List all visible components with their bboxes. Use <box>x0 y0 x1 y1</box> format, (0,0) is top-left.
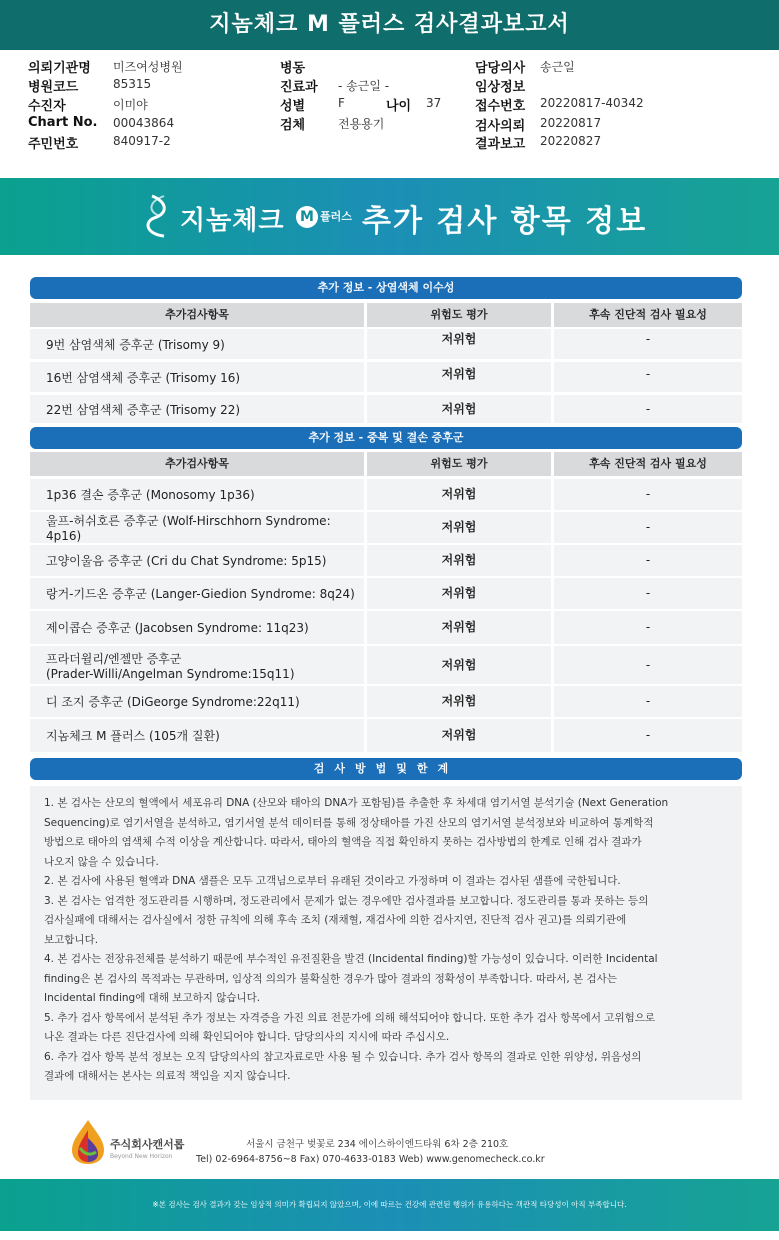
col-risk-header: 위험도 평가 <box>367 452 551 476</box>
company-logo-icon <box>70 1118 106 1166</box>
hospital-value: 미즈여성병원 <box>113 60 183 74</box>
need-cell: - <box>554 578 742 609</box>
risk-cell: 저위험 <box>367 395 551 423</box>
section2-header: 추가 정보 - 중복 및 결손 증후군 <box>30 427 742 449</box>
method-line: 나온 결과는 다른 진단검사에 의해 확인되어야 합니다. 담당의사의 지시에 따라 주십시오. <box>44 1031 450 1043</box>
risk-cell: 저위험 <box>367 512 551 543</box>
code-value: 85315 <box>113 77 152 91</box>
request-label: 검사의뢰 <box>475 119 526 134</box>
item-cell: 울프-허쉬호른 증후군 (Wolf-Hirschhorn Syndrome: 4p16) <box>30 512 364 543</box>
result-value: 20220827 <box>540 134 602 148</box>
method-line: 1. 본 검사는 산모의 혈액에서 세포유리 DNA (산모와 태아의 DNA가 포함됨)를 추출한 후 차세대 염기서열 분석기술 (Next Generation <box>44 797 669 809</box>
risk-cell: 저위험 <box>367 479 551 510</box>
banner-brand: 지놈체크 <box>180 206 285 236</box>
col-item-header: 추가검사항목 <box>30 452 364 476</box>
item-cell: 22번 삼염색체 증후군 (Trisomy 22) <box>30 395 364 423</box>
doctor-value: 송근일 <box>540 60 575 74</box>
method-line: 결과에 대해서는 본사는 의료적 책임을 지지 않습니다. <box>44 1070 291 1082</box>
item-cell: 제이콥슨 증후군 (Jacobsen Syndrome: 11q23) <box>30 611 364 644</box>
risk-cell: 저위험 <box>367 329 551 359</box>
method-line: 6. 추가 검사 항목 분석 정보는 오직 담당의사의 참고자료로만 사용 될 수 있습니다. 추가 검사 항목의 결과로 인한 위양성, 위음성의 <box>44 1050 642 1063</box>
recipient-label: 수진자 <box>28 99 66 114</box>
section1-column-headers <box>30 303 742 327</box>
item-line-1: 프라더윌리/엔젤만 증후군 <box>46 651 182 666</box>
item-cell: 디 조지 증후군 (DiGeorge Syndrome:22q11) <box>30 686 364 717</box>
banner-plus: 플러스 <box>320 210 352 223</box>
need-cell: - <box>554 395 742 423</box>
risk-cell: 저위험 <box>367 719 551 752</box>
method-line: 방법으로 태아의 염색체 수적 이상을 계산합니다. 따라서, 태아의 혈액을 직접 확인하지 못하는 검사방법의 한계로 인해 검사 결과가 <box>44 836 642 848</box>
hospital-label: 의뢰기관명 <box>28 61 91 76</box>
item-cell: 9번 삼염색체 증후군 (Trisomy 9) <box>30 329 364 359</box>
specimen-value: 전용용기 <box>338 117 385 131</box>
doctor-label: 담당의사 <box>475 61 526 76</box>
item-cell: 지놈체크 M 플러스 (105개 질환) <box>30 719 364 752</box>
sex-label: 성별 <box>280 99 306 114</box>
risk-cell: 저위험 <box>367 362 551 392</box>
request-value: 20220817 <box>540 116 602 130</box>
risk-cell: 저위험 <box>367 646 551 684</box>
receipt-label: 접수번호 <box>475 99 526 114</box>
report-title: 지놈체크 M 플러스 검사결과보고서 <box>0 0 779 50</box>
method-line: Incidental finding에 대해 보고하지 않습니다. <box>44 992 261 1004</box>
dept-label: 진료과 <box>280 80 318 95</box>
chart-label: Chart No. <box>28 115 98 130</box>
patient-info <box>0 52 779 170</box>
col-item-header: 추가검사항목 <box>30 303 364 327</box>
disclaimer-bar: ※본 검사는 검사 결과가 갖는 임상적 의미가 확립되지 않았으며, 이에 따르는 건강에 관련된 행위가 유용하다는 객관적 타당성이 아직 부족합니다. <box>0 1179 779 1231</box>
col-need-header: 후속 진단적 검사 필요성 <box>554 303 742 327</box>
section2-column-headers <box>30 452 742 476</box>
recipient-value: 이미야 <box>113 98 148 112</box>
company-contact: Tel) 02-6964-8756~8 Fax) 070-4633-0183 Web) www.genomecheck.co.kr <box>196 1154 545 1165</box>
item-line-2: (Prader-Willi/Angelman Syndrome:15q11) <box>46 666 295 681</box>
title-banner <box>0 178 779 255</box>
item-cell: 랑거-기드온 증후군 (Langer-Giedion Syndrome: 8q24) <box>30 578 364 609</box>
sex-value: F <box>338 96 345 110</box>
col-need-header: 후속 진단적 검사 필요성 <box>554 452 742 476</box>
need-cell: - <box>554 479 742 510</box>
company-address: 서울시 금천구 벚꽃로 234 에이스하이엔드타워 6차 2층 210호 <box>246 1139 509 1150</box>
id-value: 840917-2 <box>113 134 171 148</box>
ward-label: 병동 <box>280 61 306 76</box>
need-cell: - <box>554 686 742 717</box>
item-cell: 고양이울음 증후군 (Cri du Chat Syndrome: 5p15) <box>30 545 364 576</box>
company-slogan: Beyond New Horizon <box>110 1153 173 1160</box>
item-cell: 1p36 결손 증후군 (Monosomy 1p36) <box>30 479 364 510</box>
method-line: 2. 본 검사에 사용된 혈액과 DNA 샘플은 모두 고객님으로부터 유래된 것이라고 가정하며 이 결과는 검사된 샘플에 국한됩니다. <box>44 875 621 887</box>
need-cell: - <box>554 545 742 576</box>
item-cell: 16번 삼염색체 증후군 (Trisomy 16) <box>30 362 364 392</box>
receipt-value: 20220817-40342 <box>540 96 644 110</box>
chart-value: 00043864 <box>113 116 175 130</box>
dept-value: - 송근일 - <box>338 79 390 93</box>
method-line: 3. 본 검사는 엄격한 정도관리를 시행하며, 정도관리에서 문제가 없는 경우에만 검사결과를 보고합니다. 정도관리를 통과 못하는 등의 <box>44 894 649 907</box>
need-cell: - <box>554 512 742 543</box>
method-line: finding은 본 검사의 목적과는 무관하며, 임상적 의의가 불확실한 경우가 많아 결과의 정확성이 부족합니다. 따라서, 본 검사는 <box>44 972 617 985</box>
need-cell: - <box>554 719 742 752</box>
col-risk-header: 위험도 평가 <box>367 303 551 327</box>
risk-cell: 저위험 <box>367 611 551 644</box>
risk-cell: 저위험 <box>367 578 551 609</box>
method-line: 4. 본 검사는 전장유전체를 분석하기 때문에 부수적인 유전질환을 발견 (Incidental finding)할 가능성이 있습니다. 이러한 Incidental <box>44 953 658 965</box>
code-label: 병원코드 <box>28 80 79 95</box>
method-header: 검사방법및한계 <box>30 758 742 780</box>
age-value: 37 <box>426 96 442 110</box>
method-line: 나오지 않을 수 있습니다. <box>44 855 159 868</box>
method-line: 5. 추가 검사 항목에서 분석된 추가 정보는 자격증을 가진 의료 전문가에 의해 해석되어야 합니다. 또한 추가 검사 항목에서 고위험으로 <box>44 1011 656 1024</box>
section1-header: 추가 정보 - 상염색체 이수성 <box>30 277 742 299</box>
company-name-text: 주식회사캔서롭 <box>110 1138 185 1151</box>
method-line: 보고합니다. <box>44 933 99 946</box>
method-line: 검사실패에 대해서는 검사실에서 정한 규칙에 의해 후속 조치 (재채혈, 재검사에 의한 검사지연, 진단적 검사 권고)를 의뢰기관에 <box>44 914 627 926</box>
clinical-label: 임상정보 <box>475 80 526 95</box>
item-cell <box>30 646 364 684</box>
risk-cell: 저위험 <box>367 545 551 576</box>
company-name <box>110 1136 184 1160</box>
need-cell: - <box>554 329 742 359</box>
need-cell: - <box>554 362 742 392</box>
method-text <box>30 786 742 1100</box>
result-label: 결과보고 <box>475 137 526 152</box>
dna-logo-icon <box>142 192 176 240</box>
age-label: 나이 <box>386 99 412 114</box>
banner-headline: 추가 검사 항목 정보 <box>362 204 648 239</box>
need-cell: - <box>554 611 742 644</box>
risk-cell: 저위험 <box>367 686 551 717</box>
id-label: 주민번호 <box>28 137 79 152</box>
specimen-label: 검체 <box>280 118 306 133</box>
need-cell: - <box>554 646 742 684</box>
method-line: Sequencing)로 염기서열을 분석하고, 염기서열 분석 데이터를 통해 정상태아를 가진 산모의 염기서열 분석정보와 비교하여 통계학적 <box>44 816 654 829</box>
banner-m-badge: M <box>296 206 318 228</box>
